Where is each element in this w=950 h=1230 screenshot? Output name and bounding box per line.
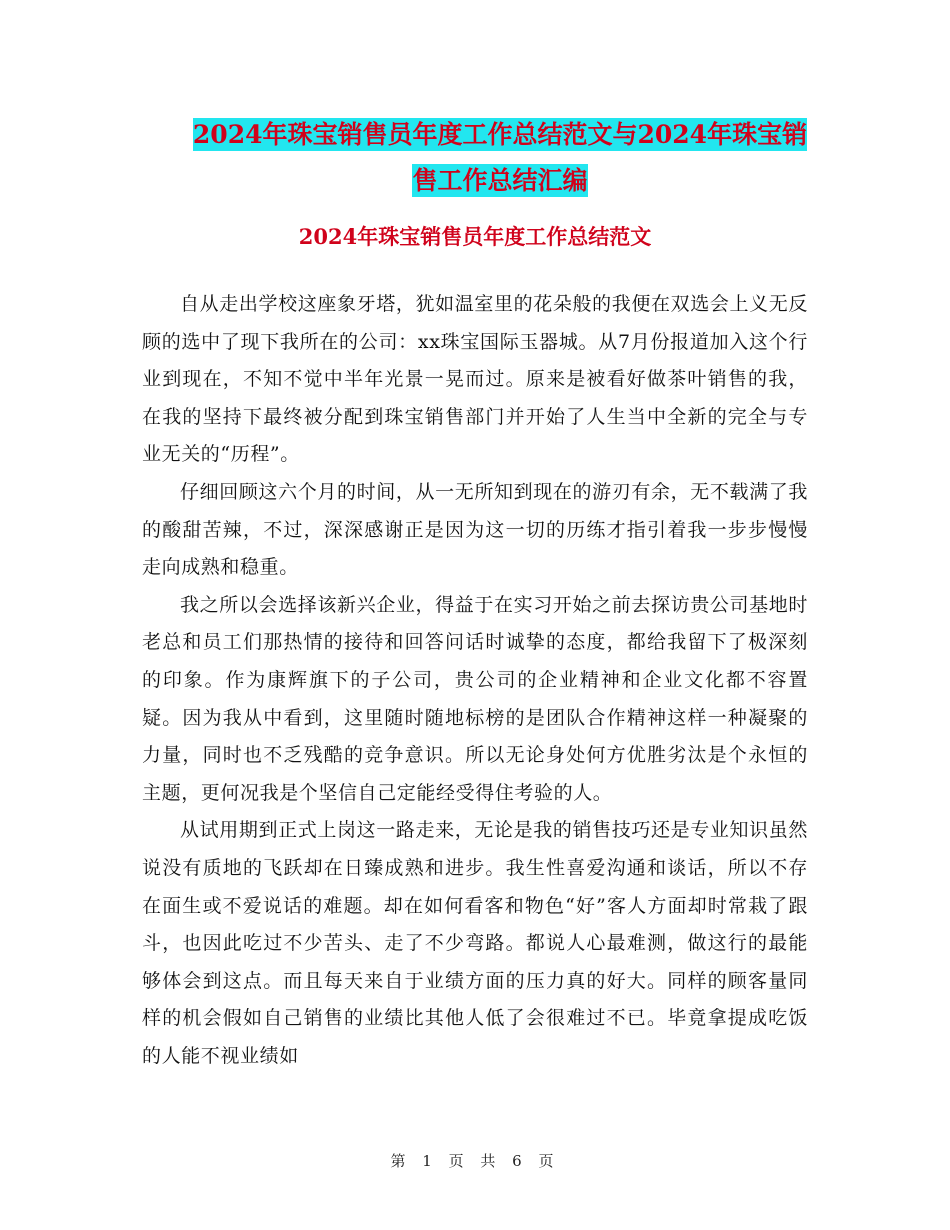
section-title: 2024年珠宝销售员年度工作总结范文 xyxy=(298,224,652,249)
document-title xyxy=(140,112,860,204)
paragraph: 从试用期到正式上岗这一路走来，无论是我的销售技巧还是专业知识虽然说没有质地的飞跃却在日臻成熟和进步。我生性喜爱沟通和谈话，所以不存在面生或不爱说话的难题。却在如何看客和物色“好”客人方面却时常栽了跟斗，也因此吃过不少苦头、走了不少弯路。都说人心最难测，做这行的最能够体会到这点。而且每天来自于业绩方面的压力真的好大。同样的顾客量同样的机会假如自己销售的业绩比其他人低了会很难过不已。毕竟拿提成吃饭的人能不视业绩如 xyxy=(142,819,808,1067)
document-body xyxy=(142,286,808,1075)
document-title-line-1: 2024年珠宝销售员年度工作总结范文与2024年珠宝销 xyxy=(192,120,808,149)
paragraph: 我之所以会选择该新兴企业，得益于在实习开始之前去探访贵公司基地时老总和员工们那热情的接待和回答问话时诚挚的态度，都给我留下了极深刻的印象。作为康辉旗下的子公司，贵公司的企业精神和企业文化都不容置疑。因为我从中看到，这里随时随地标榜的是团队合作精神这样一种凝聚的力量，同时也不乏残酷的竞争意识。所以无论身处何方优胜劣汰是个永恒的主题，更何况我是个坚信自己定能经受得住考验的人。 xyxy=(142,593,808,804)
paragraph: 仔细回顾这六个月的时间，从一无所知到现在的游刃有余，无不载满了我的酸甜苦辣，不过，深深感谢正是因为这一切的历练才指引着我一步步慢慢走向成熟和稳重。 xyxy=(142,480,808,579)
document-title-line-2: 售工作总结汇编 xyxy=(412,166,588,195)
page-footer-indicator: 第 1 页 共 6 页 xyxy=(390,1152,560,1170)
paragraph: 自从走出学校这座象牙塔，犹如温室里的花朵般的我便在双选会上义无反顾的选中了现下我所在的公司：xx珠宝国际玉器城。从7月份报道加入这个行业到现在，不知不觉中半年光景一晃而过。原来是被看好做茶叶销售的我，在我的坚持下最终被分配到珠宝销售部门并开始了人生当中全新的完全与专业无关的“历程”。 xyxy=(142,293,808,466)
